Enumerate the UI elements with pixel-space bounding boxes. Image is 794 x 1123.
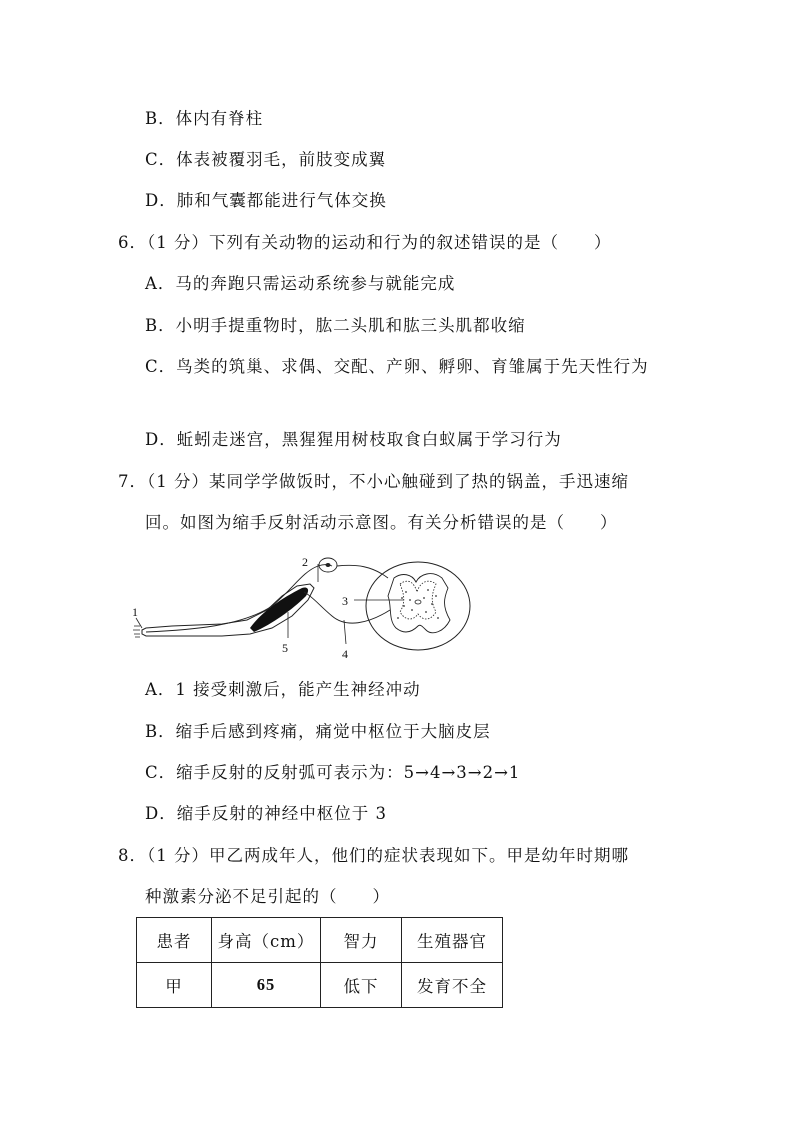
- q6-option-a: A．马的奔跑只需运动系统参与就能完成: [145, 274, 456, 293]
- table-header-cell: 生殖器官: [402, 918, 503, 963]
- q6-option-d: D．蚯蚓走迷宫，黑猩猩用树枝取食白蚁属于学习行为: [145, 430, 562, 449]
- symptom-table: [136, 917, 503, 1008]
- table-cell: 发育不全: [402, 963, 503, 1008]
- q7-option-c: C．缩手反射的反射弧可表示为：5→4→3→2→1: [145, 763, 521, 782]
- diagram-label-1: 1: [132, 605, 138, 619]
- muscle-effector: [250, 587, 308, 632]
- q5-option-b: B．体内有脊柱: [145, 109, 264, 128]
- table-header-row: [137, 918, 503, 963]
- diagram-label-3: 3: [342, 594, 348, 608]
- q7-option-a: A．1 接受刺激后，能产生神经冲动: [145, 680, 421, 699]
- afferent-nerve: [146, 565, 332, 633]
- q7-option-d: D．缩手反射的神经中枢位于 3: [145, 804, 387, 823]
- spinal-cord-section: [388, 574, 450, 633]
- q8-stem-line2: 种激素分泌不足引起的（ ）: [145, 887, 390, 906]
- spinal-cord-circle: [366, 562, 470, 650]
- q8-stem-line1: 8．（1 分）甲乙两成年人，他们的症状表现如下。甲是幼年时期哪: [118, 846, 629, 865]
- diagram-label-2: 2: [302, 555, 308, 569]
- table-header-cell: 智力: [321, 918, 402, 963]
- table-header-cell: 身高（cm）: [212, 918, 321, 963]
- diagram-label-5: 5: [282, 641, 288, 655]
- hand-fingers: [133, 626, 140, 637]
- reflex-arc-diagram: [132, 548, 480, 670]
- table-cell: 低下: [321, 963, 402, 1008]
- table-cell: 65: [212, 963, 321, 1008]
- q5-option-d: D．肺和气囊都能进行气体交换: [145, 191, 387, 210]
- q7-option-b: B．缩手后感到疼痛，痛觉中枢位于大脑皮层: [145, 722, 491, 741]
- table-row: [137, 963, 503, 1008]
- q7-stem-line2: 回。如图为缩手反射活动示意图。有关分析错误的是（ ）: [145, 513, 618, 532]
- table-cell: 甲: [137, 963, 212, 1008]
- q6-option-c: C．鸟类的筑巢、求偶、交配、产卵、孵卵、育雏属于先天性行为: [145, 357, 649, 376]
- table-header-cell: 患者: [137, 918, 212, 963]
- q6-stem: 6．（1 分）下列有关动物的运动和行为的叙述错误的是（ ）: [118, 233, 612, 252]
- q5-option-c: C．体表被覆羽毛，前肢变成翼: [145, 150, 387, 169]
- q6-option-b: B．小明手提重物时，肱二头肌和肱三头肌都收缩: [145, 316, 526, 335]
- q7-stem-line1: 7．（1 分）某同学学做饭时，不小心触碰到了热的锅盖，手迅速缩: [118, 472, 629, 491]
- diagram-label-4: 4: [342, 647, 348, 661]
